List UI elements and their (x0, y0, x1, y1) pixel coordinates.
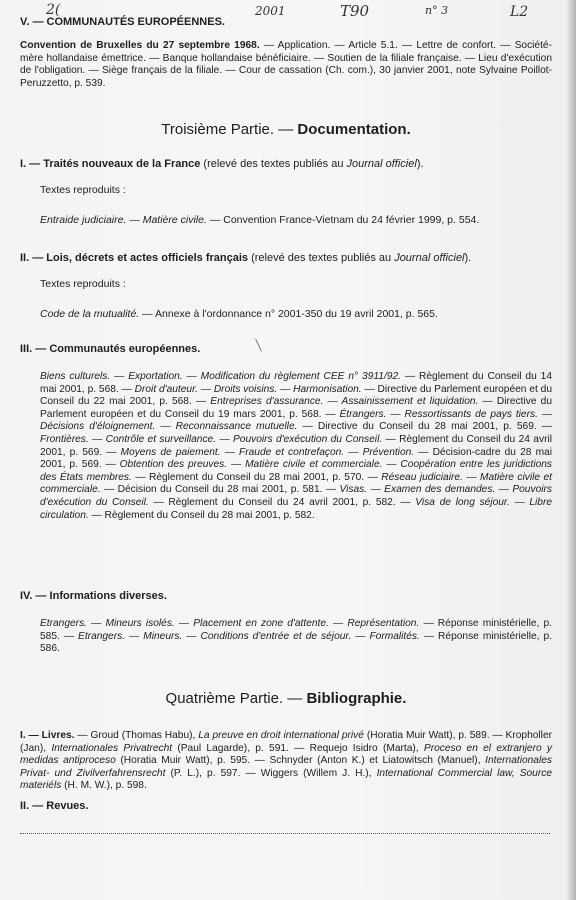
text-segment: (P. L.), p. 597. — Wiggers (Willem J. H.), (165, 767, 377, 779)
italic-segment: Visa de long séjour. — Libre circulation. (40, 496, 553, 521)
heading-bold: I. — Traités nouveaux de la France (20, 158, 201, 170)
section-paragraph (20, 371, 552, 522)
text-segment: — Directive du Parlement européen et du Conseil du 19 mars 2001, p. 568. — (40, 396, 552, 420)
handwritten-note: 2( (46, 2, 61, 18)
italic-segment: Etrangers. — Mineurs. — Conditions d'entrée et de séjour. — Formalités. (78, 630, 420, 642)
bold-segment: I. — Livres. (20, 730, 75, 741)
text-segment: (Horatia Muir Watt), p. 595. — Schnyder (Anton K.) et Liatowitsch (Manuel), (115, 755, 486, 767)
text-segment: — Décision-cadre du 28 mai 2001, p. 569. — (40, 446, 552, 471)
section-eu (20, 343, 552, 522)
handwritten-mark: L2 (510, 4, 529, 20)
heading-tail: (relevé des textes publiés au (200, 158, 347, 170)
text-segment: — Réponse ministérielle, p. 585. — (40, 618, 552, 642)
italic-segment: Internationales Privatrecht (51, 742, 173, 754)
text-segment: — Réponse ministérielle, p. 586. (40, 630, 552, 655)
section-v (20, 16, 552, 90)
section-paragraph (20, 40, 552, 90)
heading-bold: II. — Lois, décrets et actes officiels français (20, 252, 249, 264)
page-edge-shadow (566, 0, 576, 900)
text-segment: — Directive du Conseil du 28 mai 2001, p. 569. — (297, 421, 552, 433)
part-title-bold: Documentation. (297, 121, 411, 138)
section-journals (20, 800, 552, 812)
italic-segment: International Commercial law, Source materiéls (20, 767, 552, 792)
reproduced-label: Textes reproduits : (40, 278, 126, 290)
text-segment: (Horatia Muir Watt), p. 589. — Kropholler (Jan), (20, 730, 552, 754)
handwritten-volume: T90 (340, 2, 370, 20)
italic-segment: Biens culturels. — Exportation. — Modification du règlement CEE n° 3911/92. (40, 371, 401, 382)
item-text: — Annexe à l'ordonnance n° 2001-350 du 19 avril 2001, p. 565. (139, 308, 438, 320)
text-segment: (Paul Lagarde), p. 591. — Requejo Isidro (Marta), (172, 742, 424, 754)
section-heading: III. — Communautés européennes. (20, 343, 201, 355)
reproduced-item (20, 308, 552, 320)
text-segment: — Règlement du Conseil du 28 mai 2001, p. 582. (88, 509, 315, 521)
item-text: — Convention France-Vietnam du 24 février 1999, p. 554. (206, 214, 480, 226)
italic-segment: Visas. — Examen des demandes. — Pouvoirs d'exécution du Conseil. (40, 484, 552, 508)
section-heading: V. — COMMUNAUTÉS EUROPÉENNES. (20, 16, 225, 28)
reproduced-item (20, 214, 552, 226)
text-segment: — Décision du Conseil du 28 mai 2001, p. 581. — (100, 484, 340, 496)
heading-italic: Journal officiel (394, 252, 465, 264)
reproduced-label: Textes reproduits : (40, 184, 126, 196)
heading-end: ). (464, 252, 472, 264)
part-title-prefix: Troisième Partie. — (161, 121, 298, 138)
item-italic: Entraide judiciaire. — Matière civile. (40, 214, 207, 226)
handwritten-number: n° 3 (425, 4, 449, 17)
text-segment: — Règlement du Conseil du 24 avril 2001, p. 569. — (40, 433, 552, 458)
text-segment: — Règlement du Conseil du 24 avril 2001, p. 582. — (148, 496, 416, 508)
italic-segment: Droit d'auteur. — Droits voisins. — Harmonisation. (134, 383, 362, 395)
dotted-leader-line (20, 833, 550, 834)
heading-italic: Journal officiel (346, 158, 417, 170)
item-italic: Code de la mutualité. (40, 308, 140, 320)
section-paragraph (20, 730, 552, 793)
text-segment: — Groud (Thomas Habu), (74, 730, 199, 741)
text-segment: — Règlement du Conseil du 14 mai 2001, p. 568. — (40, 371, 553, 395)
italic-segment: La preuve en droit international privé (198, 730, 364, 741)
section-misc (20, 590, 552, 656)
italic-segment: Internationales Privat- und Zivilverfahrensrecht (20, 755, 552, 779)
paragraph-lead: Convention de Bruxelles du 27 septembre 1968. (20, 40, 260, 51)
italic-segment: Réseau judiciaire. — Matière civile et commerciale. (40, 471, 553, 496)
section-heading: II. — Revues. (20, 800, 89, 812)
italic-segment: Étrangers. — Ressortissants de pays tiers. — Décisions d'éloignement. — Reconnaissance mutuelle. (40, 408, 553, 433)
handwritten-year: 2001 (255, 4, 286, 18)
section-heading: IV. — Informations diverses. (20, 590, 167, 602)
section-paragraph (20, 618, 552, 656)
section-books (20, 730, 552, 793)
italic-segment: Frontières. — Contrôle et surveillance. — Pouvoirs d'exécution du Conseil. (40, 433, 383, 445)
part-three-title (20, 121, 552, 138)
text-segment: — Directive du Parlement européen et du Conseil du 22 mai 2001, p. 568. — (40, 383, 552, 408)
text-segment: — Règlement du Conseil du 28 mai 2001, p. 570. — (131, 471, 382, 483)
part-title-bold: Bibliographie. (306, 690, 407, 707)
italic-segment: Obtention des preuves. — Matière civile et commerciale. — Coopération entre les juridictions des États membres. (40, 459, 553, 483)
section-laws (20, 252, 552, 320)
heading-end: ). (416, 158, 424, 170)
section-heading (20, 158, 552, 170)
part-four-title (20, 690, 552, 707)
heading-tail: (relevé des textes publiés au (248, 252, 395, 264)
text-segment: (H. M. W.), p. 598. (61, 780, 147, 792)
italic-segment: Entreprises d'assurance. — Assainissement et liquidation. (210, 396, 479, 408)
section-heading (20, 252, 552, 264)
section-treaties (20, 158, 552, 226)
part-title-prefix: Quatrième Partie. — (165, 690, 307, 707)
paragraph-text: — Application. — Article 5.1. — Lettre de confort. — Société-mère hollandaise émettrice. — Banque hollandaise bénéficiaire. — Soutien de la filiale française. — Lieu d'exécution de l'obligation. — Siège français de la filiale. — Cour de cassation (Ch. com.), 30 janvier 2001, note Sylvaine Poillot-Peruzzetto, p. 539. (20, 40, 552, 89)
italic-segment: Moyens de paiement. — Fraude et contrefaçon. — Prévention. (120, 446, 415, 458)
italic-segment: Etrangers. — Mineurs isolés. — Placement en zone d'attente. — Représentation. (40, 618, 420, 629)
italic-segment: Proceso en el extranjero y medidas antiproceso (20, 742, 552, 767)
